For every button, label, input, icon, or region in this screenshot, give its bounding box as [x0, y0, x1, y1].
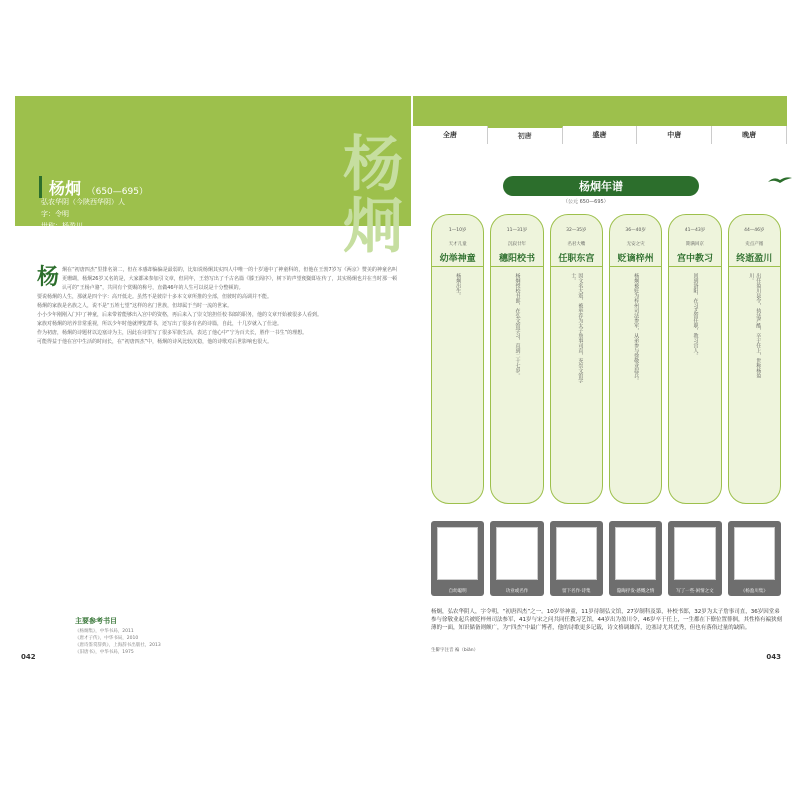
references: [75, 616, 161, 656]
illustration-card: [668, 521, 721, 596]
page-number-left: 042: [21, 653, 36, 661]
book-spread: [15, 96, 787, 666]
reference-item: 《旧唐书》，中华书局，1975: [75, 650, 134, 655]
card-label: 隐晦抒发·感慨之情: [616, 589, 655, 594]
era-tabs: [413, 126, 787, 144]
column-age: 36—40岁: [625, 228, 646, 233]
chronicle-title: 杨炯年谱: [503, 176, 699, 196]
page-number-right: 043: [766, 653, 781, 661]
card-image: [734, 527, 775, 580]
body-paragraph: 要说杨炯的人生，那就是四个字：高开低走。虽然不是彼岸十多本文章所推的全部，但彼时的高调并不能。: [37, 294, 273, 300]
big-character: 杨炯: [333, 132, 403, 256]
card-image: [674, 527, 715, 580]
illustration-card: [490, 521, 543, 596]
body-paragraph: 炯在“初唐四杰”里排名第二，但在本感却偏偏是最弱的，比如说杨炯其实四人中唯一的十岁通中了神童科的，但他在王勃7岁写《两京》赞美的神童名叫更珊瑚，杨炯26岁又名的是，大家都来参加引文章，但同年，王勃写出了千古名篇《滕王阁序》，树下的声望便随即在传了，其实杨炯也并在当时那一顿认可的“王杨卢骆”，共同有个赏赐的称号，直做46年的人生可以说是十分整顿的。: [62, 267, 397, 291]
column-text: 因文名大震，被举荐为太子詹事司直，充崇文馆学士。: [570, 273, 584, 383]
illustration-card: [431, 521, 484, 596]
column-age: 44—46岁: [744, 228, 765, 233]
poet-dates: （650—695）: [86, 187, 148, 197]
meta-line: 字：令明: [41, 210, 69, 218]
tab-sheng-tang[interactable]: 盛唐: [563, 126, 638, 144]
card-label: 功业或名作: [505, 589, 529, 594]
card-label: 《杨盈川集》: [740, 589, 768, 594]
body-paragraph: 家族对杨炯的培养非常重视，所以少年时他就博览群书，还写出了很多有名的诗篇，自此，十几岁就入了仕途。: [37, 321, 283, 327]
column-tag: 无安之灾: [626, 242, 645, 247]
column-text: 杨炯授校书郎，在弘文馆学习，直到二十七岁。: [514, 273, 521, 378]
column-text: 杨炯出生。: [455, 273, 462, 298]
column-age: 32—35岁: [566, 228, 587, 233]
timeline-column: [728, 214, 781, 504]
tab-zhong-tang[interactable]: 中唐: [637, 126, 712, 144]
card-image: [556, 527, 597, 580]
column-tag: 沉寂廿年: [507, 242, 526, 247]
summary-text: 杨炯，弘农华阴人，字令明，“初唐四杰”之一。10岁举神童，11岁待制弘文馆，27岁制科及第，补校书郎，32岁为太子詹事司直，36岁因堂弟参与徐敬业起兵被贬梓州司法参军，41岁与宋之问共同任教习艺馆，44岁出为盈川令，46岁卒于任上，一生都在下僚位置徘徊，其性格有褊狭刻薄的一面，知识储备则颇广，为“四杰”中最广博者，他的诗歌更多记载，诗文格调雄浑，边塞诗尤其优秀，但也有落俗过量的缺陷。: [431, 609, 783, 631]
chronicle-subtitle: （公元 650—695）: [563, 199, 609, 205]
illustration-card: [550, 521, 603, 596]
timeline-column: [668, 214, 721, 504]
card-label: 自幼聪明: [448, 589, 467, 594]
bird-icon: [768, 176, 792, 184]
column-tag: 期满回京: [685, 242, 704, 247]
name-accent-bar: [39, 176, 42, 198]
reference-item: 《杨炯集》，中华书局，2011: [75, 629, 134, 634]
references-title: 主要参考书目: [75, 617, 117, 625]
column-age: 11—31岁: [506, 228, 528, 233]
column-age: 41—43岁: [684, 228, 706, 233]
tab-chu-tang[interactable]: 初唐: [488, 126, 563, 144]
timeline-column: [431, 214, 484, 504]
column-title: 穗阳校书: [491, 251, 542, 267]
column-text: 回到洛阳，在习艺馆任职，教习宫人。: [692, 273, 699, 358]
column-tag: 天才儿童: [448, 242, 467, 247]
tab-quan-tang[interactable]: 全唐: [413, 126, 488, 144]
timeline-column: [609, 214, 662, 504]
body-paragraph: 小小少年刚刚入门中了神童，后来带着能够出入宫中的资格，再后来入了崇文馆担任校书郎的职务，他的文章开始被很多人看到。: [37, 312, 323, 318]
column-text: 出任盈川县令，执法严酷，卒于任上，世称杨盈川。: [748, 273, 762, 378]
right-page: [413, 96, 787, 666]
body-paragraph: 作为初唐，杨炯的诗题材以边塞诗为主，因此在诗里写了很多军旅生活，表达了他心中“宁为百夫长，胜作一书生”的理想。: [37, 330, 308, 336]
card-image: [496, 527, 537, 580]
card-label: 写了一些·闲情之文: [676, 589, 714, 594]
biography-text: [37, 266, 397, 347]
meta-line: 弘农华阴（今陕西华阴）人: [41, 198, 125, 206]
reference-item: 《唐才子传》，中华书局，2010: [75, 636, 139, 641]
timeline-column: [550, 214, 603, 504]
body-paragraph: 可能得益于他在宫中生活的时间长，在“初唐四杰”中，杨炯的诗风比较沉稳，他的诗歌对后世影响也很大。: [37, 339, 273, 345]
left-page: [15, 96, 411, 666]
body-paragraph: 杨炯的家族是名族之人，说不是“五姓七望”这样的名门世族，但却属于当时一流的世家。: [37, 303, 233, 309]
glossary-note: 生僻字注音 褊（biǎn）: [431, 648, 479, 653]
illustration-card: [728, 521, 781, 596]
column-title: 任职东宫: [551, 251, 602, 267]
illustration-cards: [431, 521, 781, 596]
card-image: [437, 527, 478, 580]
tab-wan-tang[interactable]: 晚唐: [712, 126, 787, 144]
column-tag: 史点产循: [745, 242, 764, 247]
column-tag: 名君大嘴: [567, 242, 586, 247]
column-title: 幼举神童: [432, 251, 483, 267]
reference-item: 《唐诗鉴赏辞典》，上海辞书出版社，2013: [75, 643, 161, 648]
column-text: 杨炯被贬为梓州司法参军，从弟参与徐敬业起兵。: [633, 273, 640, 383]
poet-name-text: 杨炯: [49, 179, 82, 198]
column-title: 宫中教习: [669, 251, 720, 267]
column-title: 贬谪梓州: [610, 251, 661, 267]
illustration-card: [609, 521, 662, 596]
column-title: 终逝盈川: [729, 251, 780, 267]
poet-meta: [41, 196, 125, 244]
column-age: 1—10岁: [448, 228, 467, 233]
meta-line: “初唐四杰”之一: [41, 234, 91, 242]
timeline-columns: [431, 214, 781, 504]
card-label: 留下名作·诗集: [562, 589, 591, 594]
meta-line: 世称：杨盈川: [41, 222, 83, 230]
dropcap: 杨: [37, 264, 60, 290]
timeline-column: [490, 214, 543, 504]
card-image: [615, 527, 656, 580]
